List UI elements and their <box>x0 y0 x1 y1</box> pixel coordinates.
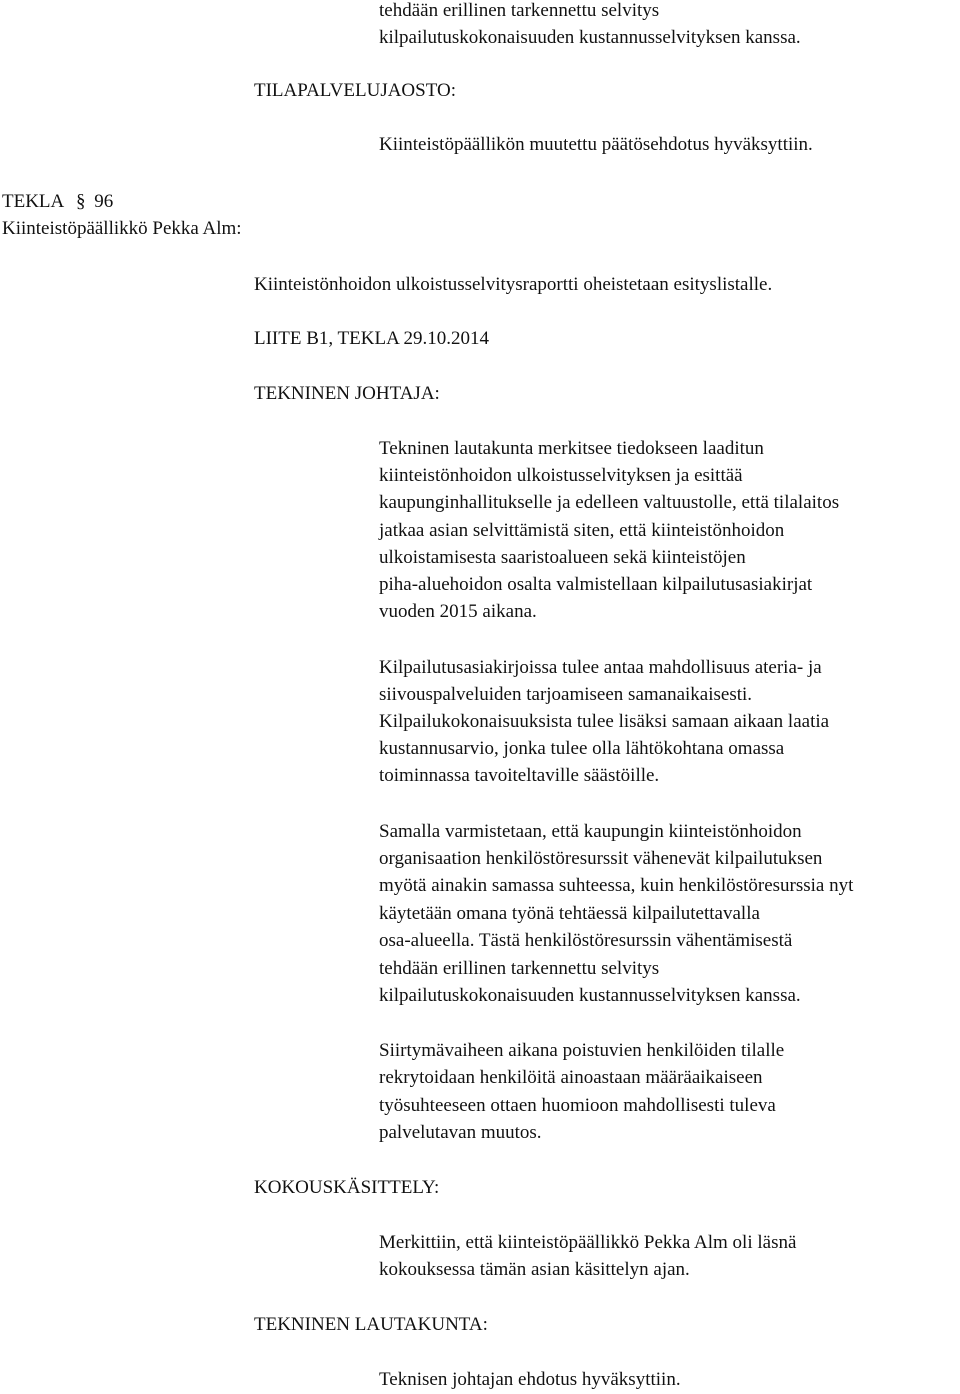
kokouskasittely-heading: KOKOUSKÄSITTELY: <box>254 1177 440 1198</box>
paragraph-line: Kilpailukokonaisuuksista tulee lisäksi samaan aikaan laatia <box>379 711 830 732</box>
paragraph-line: myötä ainakin samassa suhteessa, kuin henkilöstöresurssia nyt <box>379 875 854 896</box>
paragraph-line: vuoden 2015 aikana. <box>379 601 537 622</box>
paragraph-line: organisaation henkilöstöresurssit vähenevät kilpailutuksen <box>379 848 823 869</box>
paragraph-line: ulkoistamisesta saaristoalueen sekä kiinteistöjen <box>379 547 746 568</box>
tilapalvelujaosto-heading: TILAPALVELUJAOSTO: <box>254 80 456 101</box>
paragraph-line: osa-alueella. Tästä henkilöstöresurssin vähentämisestä <box>379 930 793 951</box>
continuation-line: kilpailutuskokonaisuuden kustannusselvityksen kanssa. <box>379 27 801 48</box>
paragraph-line: kustannusarvio, jonka tulee olla lähtökohtana omassa <box>379 738 785 759</box>
paragraph-line: toiminnassa tavoiteltaville säästöille. <box>379 765 660 786</box>
paragraph-line: Merkittiin, että kiinteistöpäällikkö Pekka Alm oli läsnä <box>379 1232 797 1253</box>
section-label: TEKLA <box>2 191 64 212</box>
continuation-line: tehdään erillinen tarkennettu selvitys <box>379 0 660 21</box>
paragraph-line: siivouspalveluiden tarjoamiseen samanaikaisesti. <box>379 684 753 705</box>
paragraph-line: piha-aluehoidon osalta valmistellaan kilpailutusasiakirjat <box>379 574 813 595</box>
paragraph-line: Tekninen lautakunta merkitsee tiedokseen laaditun <box>379 438 764 459</box>
tekninen-johtaja-heading: TEKNINEN JOHTAJA: <box>254 383 440 404</box>
paragraph-line: tehdään erillinen tarkennettu selvitys <box>379 958 660 979</box>
paragraph-line: rekrytoidaan henkilöitä ainoastaan määräaikaiseen <box>379 1067 763 1088</box>
tekninen-lautakunta-heading: TEKNINEN LAUTAKUNTA: <box>254 1314 488 1335</box>
paragraph-line: työsuhteeseen ottaen huomioon mahdollisesti tuleva <box>379 1095 776 1116</box>
presenter: Kiinteistöpäällikkö Pekka Alm: <box>2 218 242 239</box>
item-intro: Kiinteistönhoidon ulkoistusselvitysraportti oheistetaan esityslistalle. <box>254 274 773 295</box>
paragraph-line: Samalla varmistetaan, että kaupungin kiinteistönhoidon <box>379 821 802 842</box>
tilapalvelujaosto-decision: Kiinteistöpäällikön muutettu päätösehdotus hyväksyttiin. <box>379 134 813 155</box>
paragraph-line: jatkaa asian selvittämistä siten, että kiinteistönhoidon <box>379 520 785 541</box>
paragraph-line: palvelutavan muutos. <box>379 1122 542 1143</box>
paragraph-line: kilpailutuskokonaisuuden kustannusselvityksen kanssa. <box>379 985 801 1006</box>
attachment-reference: LIITE B1, TEKLA 29.10.2014 <box>254 328 490 349</box>
paragraph-line: Kilpailutusasiakirjoissa tulee antaa mahdollisuus ateria- ja <box>379 657 822 678</box>
section-reference <box>2 188 113 215</box>
tekninen-lautakunta-decision: Teknisen johtajan ehdotus hyväksyttiin. <box>379 1369 681 1390</box>
paragraph-line: käytetään omana työnä tehtäessä kilpailutettavalla <box>379 903 760 924</box>
paragraph-line: Siirtymävaiheen aikana poistuvien henkilöiden tilalle <box>379 1040 785 1061</box>
section-number: 96 <box>94 191 114 212</box>
paragraph-line: kokouksessa tämän asian käsittelyn ajan. <box>379 1259 690 1280</box>
paragraph-line: kaupunginhallitukselle ja edelleen valtuustolle, että tilalaitos <box>379 492 840 513</box>
paragraph-line: kiinteistönhoidon ulkoistusselvityksen ja esittää <box>379 465 743 486</box>
section-symbol: § <box>75 191 86 212</box>
